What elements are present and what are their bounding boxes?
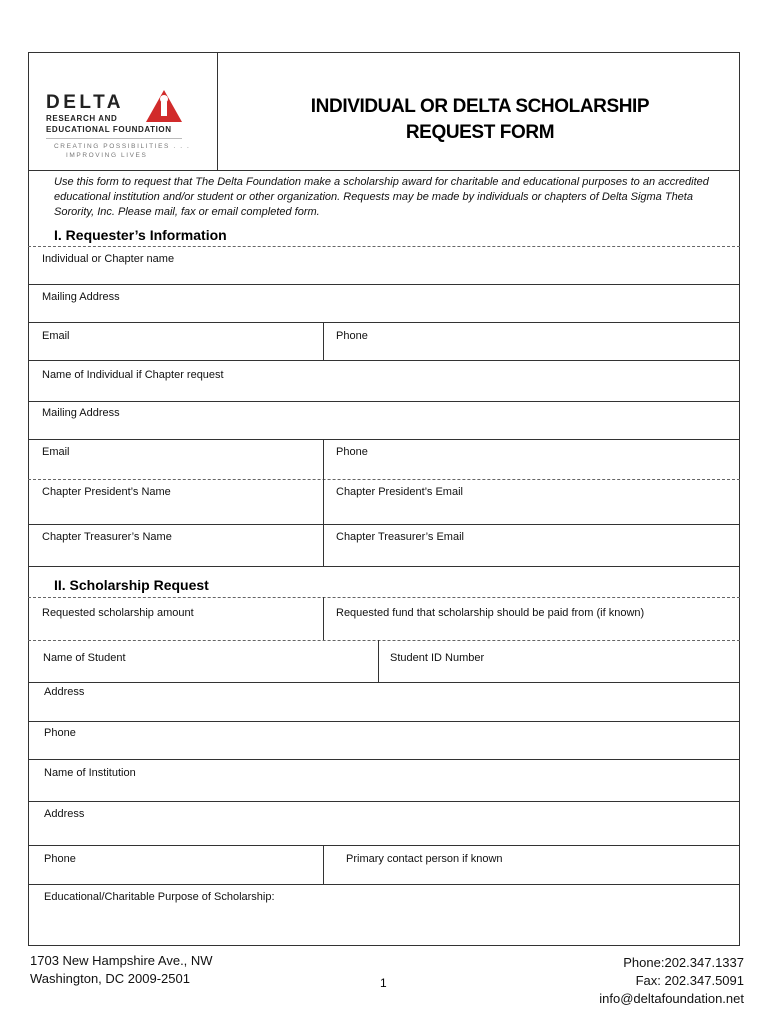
row-divider [28, 524, 740, 525]
student-id-field[interactable]: Student ID Number [390, 652, 485, 664]
student-phone-field[interactable]: Phone [44, 727, 76, 739]
individual-or-chapter-field[interactable]: Individual or Chapter name [42, 253, 175, 265]
column-divider [323, 439, 324, 479]
row-divider [28, 845, 740, 846]
footer-address [30, 952, 213, 988]
email-2-field[interactable]: Email [42, 446, 70, 458]
header-bottom-line [28, 170, 740, 171]
institution-name-field[interactable]: Name of Institution [44, 767, 136, 779]
scholarship-amount-field[interactable]: Requested scholarship amount [42, 607, 194, 619]
column-divider [323, 597, 324, 640]
president-email-field[interactable]: Chapter President’s Email [336, 486, 463, 498]
footer-address-line2: Washington, DC 2009-2501 [30, 971, 190, 986]
column-divider [323, 479, 324, 524]
student-address-field[interactable]: Address [44, 686, 85, 698]
phone-2-field[interactable]: Phone [336, 446, 368, 458]
row-divider [28, 884, 740, 885]
treasurer-email-field[interactable]: Chapter Treasurer’s Email [336, 531, 464, 543]
row-divider [28, 759, 740, 760]
footer-address-line1: 1703 New Hampshire Ave., NW [30, 953, 213, 968]
primary-contact-field[interactable]: Primary contact person if known [346, 853, 503, 865]
footer-email[interactable]: info@deltafoundation.net [599, 991, 744, 1006]
mailing-address-2-field[interactable]: Mailing Address [42, 407, 120, 419]
scholarship-purpose-field[interactable]: Educational/Charitable Purpose of Scholarship: [44, 891, 275, 903]
row-divider [28, 566, 740, 567]
row-divider [28, 322, 740, 323]
section-2-rule [28, 597, 740, 598]
footer-fax: Fax: 202.347.5091 [635, 973, 744, 988]
email-field[interactable]: Email [42, 330, 70, 342]
page-title-line2: REQUEST FORM [405, 122, 555, 143]
section-1-heading: I. Requester’s Information [54, 227, 227, 243]
institution-phone-field[interactable]: Phone [44, 853, 76, 865]
logo-triangle-icon [144, 88, 184, 124]
individual-name-if-chapter-field[interactable]: Name of Individual if Chapter request [42, 369, 224, 381]
section-1-rule [28, 246, 740, 247]
row-divider [28, 640, 740, 641]
student-name-field[interactable]: Name of Student [43, 652, 126, 664]
logo-rule [46, 138, 182, 139]
president-name-field[interactable]: Chapter President’s Name [42, 486, 171, 498]
footer-contact [480, 954, 744, 1008]
page-number: 1 [380, 976, 387, 990]
requested-fund-field[interactable]: Requested fund that scholarship should be paid from (if known) [336, 607, 645, 619]
logo-word: DELTA [46, 92, 125, 113]
treasurer-name-field[interactable]: Chapter Treasurer’s Name [42, 531, 172, 543]
row-divider [28, 284, 740, 285]
row-divider [28, 479, 740, 480]
row-divider [28, 721, 740, 722]
row-divider [28, 682, 740, 683]
row-divider [28, 401, 740, 402]
phone-field[interactable]: Phone [336, 330, 368, 342]
row-divider [28, 360, 740, 361]
logo-line1: RESEARCH AND [46, 114, 118, 123]
column-divider [323, 524, 324, 566]
intro-text: Use this form to request that The Delta Foundation make a scholarship award for charitable and educational purposes to an accredited educational institution and/or student or other organization. Requests may be made by individuals or chapters of Delta Sigma Theta Sorority, Inc. Please mail, fax or email completed form. [54, 176, 709, 218]
row-divider [28, 801, 740, 802]
logo-line2: EDUCATIONAL FOUNDATION [46, 125, 172, 134]
footer-phone: Phone:202.347.1337 [623, 955, 744, 970]
row-divider [28, 439, 740, 440]
column-divider [378, 640, 379, 683]
column-divider [323, 845, 324, 884]
institution-address-field[interactable]: Address [44, 808, 85, 820]
logo-tagline-1: CREATING POSSIBILITIES . . . [54, 143, 191, 150]
logo-tagline-2: IMPROVING LIVES [66, 152, 148, 159]
column-divider [323, 322, 324, 360]
section-2-heading: II. Scholarship Request [54, 577, 209, 593]
header-divider [217, 52, 218, 170]
page-title-line1: INDIVIDUAL OR DELTA SCHOLARSHIP [310, 96, 650, 117]
mailing-address-field[interactable]: Mailing Address [42, 291, 120, 303]
